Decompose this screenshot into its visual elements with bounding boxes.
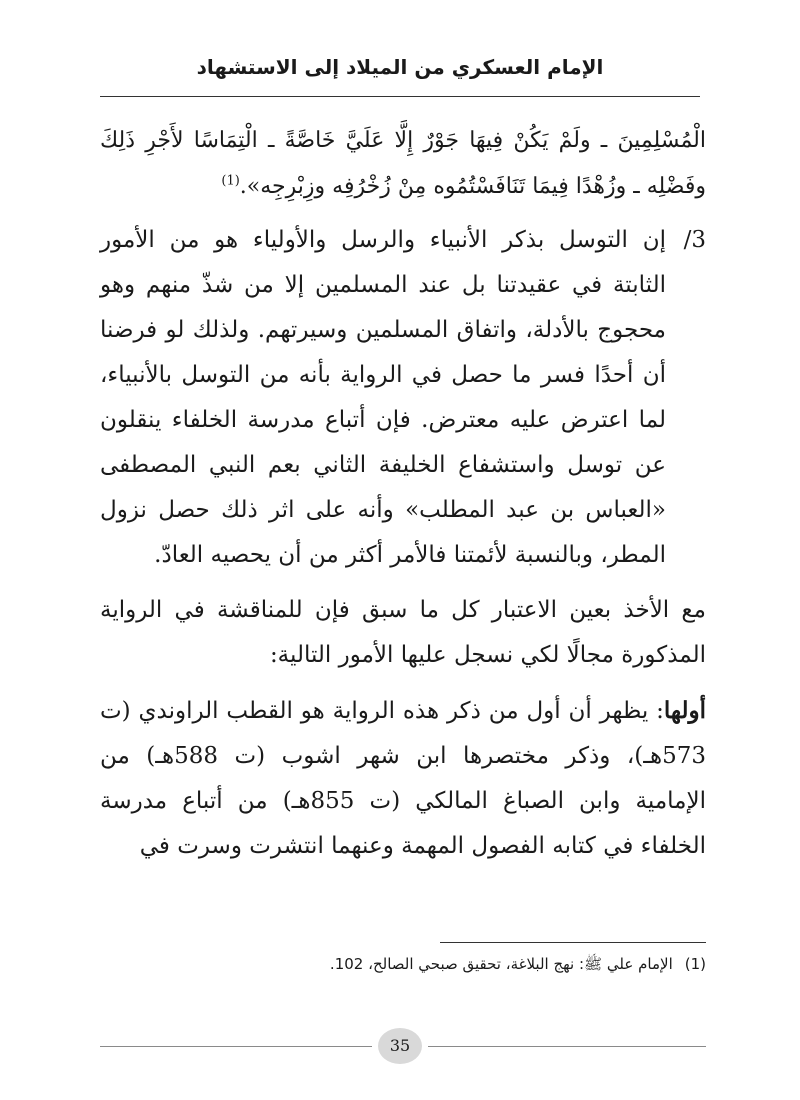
list-item-text: إن التوسل بذكر الأنبياء والرسل والأولياء هو من الأمور الثابتة في عقيدتنا بل عند المسلمين إلا من شذّ منهم وهو محجوج بالأدلة، واتفاق المسلمين وسيرتهم. ولذلك لو فرضنا أن أحدًا فسر ما حصل في الرواية بأنه من التوسل بالأنبياء، لما اعترض عليه معترض. فإن أتباع مدرسة الخلفاء ينقلون عن توسل واستشفاع الخليفة الثاني بعم النبي المصطفى «العباس بن عبد المطلب» وأنه على اثر ذلك حصل نزول المطر، وبالنسبة لأئمتنا فالأمر أكثر من أن يحصيه العادّ. — [100, 227, 666, 568]
footnote — [100, 952, 706, 976]
footnote-rule — [440, 942, 706, 943]
first-point-lead: أولها — [663, 697, 706, 724]
paragraph-consideration: مع الأخذ بعين الاعتبار كل ما سبق فإن للمناقشة في الرواية المذكورة مجالًا لكي نسجل عليها الأمور التالية: — [100, 597, 706, 668]
first-point-text: : يظهر أن أول من ذكر هذه الرواية هو القطب الراوندي (ت 573هـ)، وذكر مختصرها ابن شهر اشوب (ت 588هـ) من الإمامية وابن الصباغ المالكي (ت 855هـ) من أتباع مدرسة الخلفاء في كتابه الفصول المهمة وعنهما انتشرت وسرت في — [100, 698, 706, 859]
footer-rule-right — [428, 1046, 706, 1047]
page-body — [100, 118, 706, 879]
paragraph-first-point — [100, 688, 706, 869]
page-number-badge: 35 — [378, 1028, 422, 1064]
running-header: الإمام العسكري من الميلاد إلى الاستشهاد — [196, 55, 604, 79]
quote-paragraph — [100, 118, 706, 210]
header-rule — [100, 96, 700, 97]
footnote-reference: (1) — [221, 173, 240, 189]
list-item-number: 3/ — [683, 227, 706, 253]
footnote-number: (1) — [684, 955, 706, 973]
footnote-text: الإمام علي ﷺ: نهج البلاغة، تحقيق صبحي الصالح، 102. — [329, 955, 673, 973]
footer-rule-left — [100, 1046, 372, 1047]
quote-text: الْمُسْلِمِينَ ـ ولَمْ يَكُنْ فِيهَا جَوْرٌ إِلَّا عَلَيَّ خَاصَّةً ـ الْتِمَاسًا لأَجْرِ ذَلِكَ وفَضْلِه ـ وزُهْدًا فِيمَا تَنَافَسْتُمُوه مِنْ زُخْرُفِه وزِبْرِجِه». — [100, 128, 706, 199]
list-item-3 — [100, 218, 706, 588]
